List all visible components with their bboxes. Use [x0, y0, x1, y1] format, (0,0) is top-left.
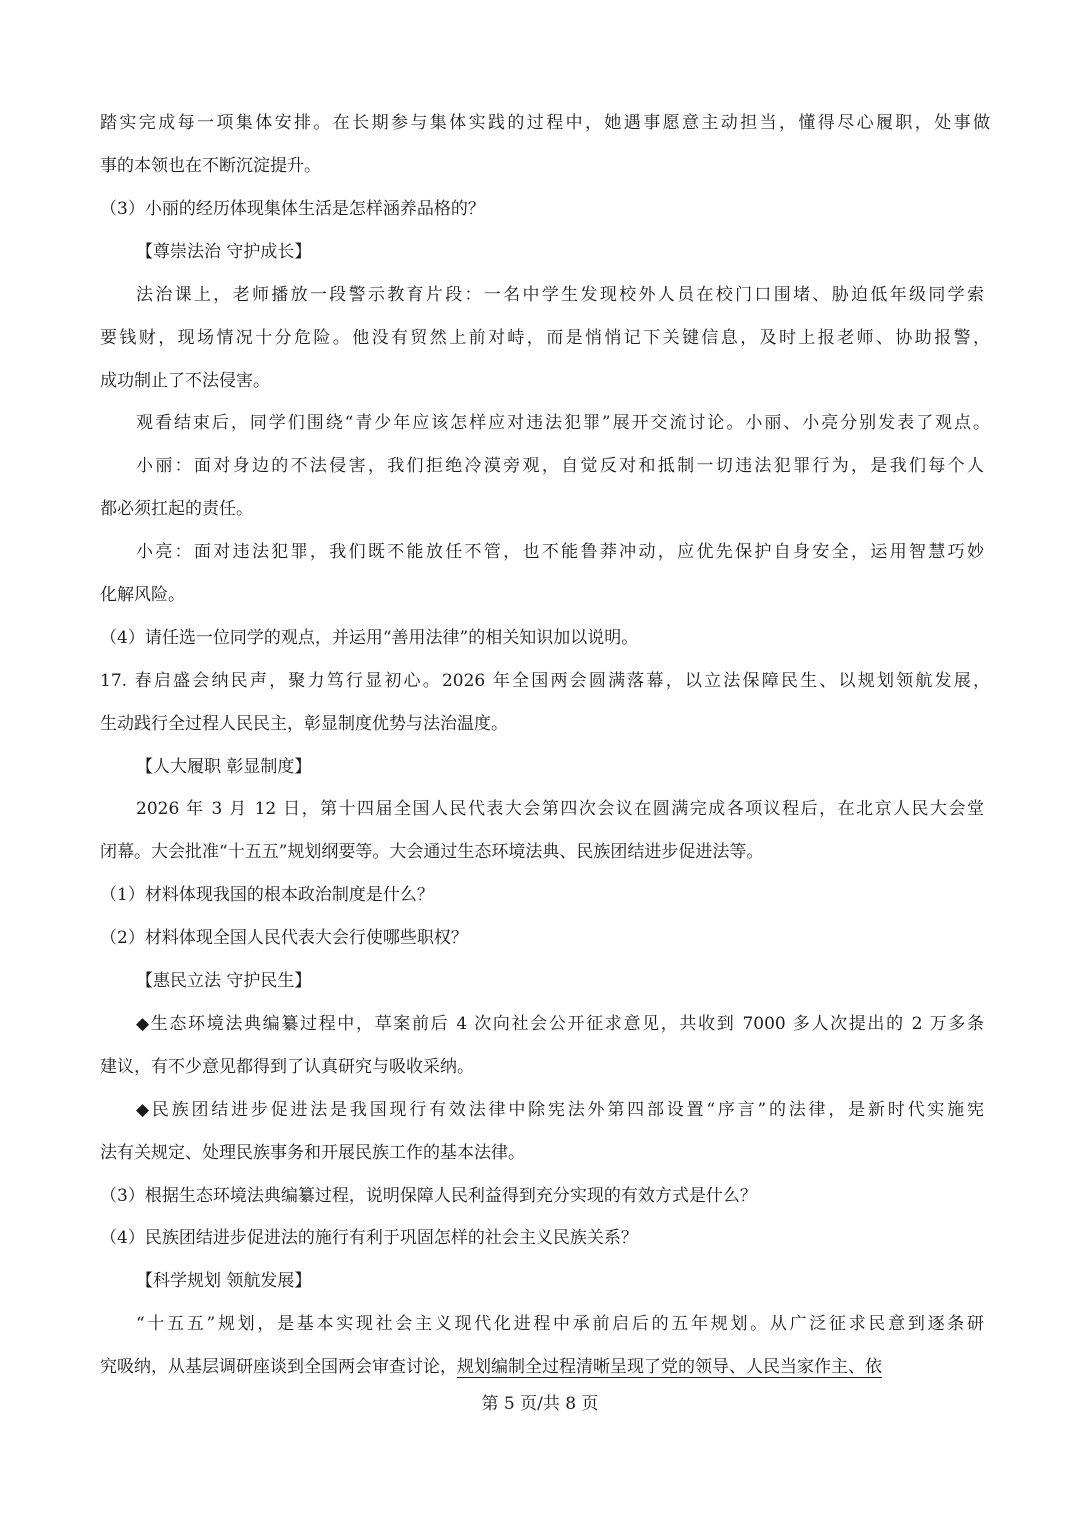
paragraph-line: 闭幕。大会批准“十五五”规划纲要等。大会通过生态环境法典、民族团结进步促进法等。: [100, 842, 764, 862]
paragraph-line: 小丽：面对身边的不法侵害，我们拒绝冷漠旁观，自觉反对和抵制一切违法犯罪行为，是我们每个人: [136, 456, 984, 476]
question-1: （1）材料体现我国的根本政治制度是什么？: [100, 885, 434, 905]
paragraph-line: 观看结束后，同学们围绕“青少年应该怎样应对违法犯罪”展开交流讨论。小丽、小亮分别发表了观点。: [136, 413, 990, 433]
paragraph-line: 踏实完成每一项集体安排。在长期参与集体实践的过程中，她遇事愿意主动担当，懂得尽心履职，处事做: [100, 113, 990, 133]
underlined-text: 规划编制全过程清晰呈现了党的领导、人民当家作主、依: [457, 1357, 882, 1377]
paragraph-line: 都必须扛起的责任。: [100, 499, 253, 519]
paragraph-line: 要钱财，现场情况十分危险。他没有贸然上前对峙，而是悄悄记下关键信息，及时上报老师、协助报警，: [100, 328, 990, 348]
question-17-intro: 17. 春启盛会纳民声，聚力笃行显初心。2026 年全国两会圆满落幕，以立法保障民生、以规划领航发展，: [100, 671, 990, 691]
question-4: （4）民族团结进步促进法的施行有利于巩固怎样的社会主义民族关系？: [100, 1228, 638, 1248]
paragraph-line: 法治课上，老师播放一段警示教育片段：一名中学生发现校外人员在校门口围堵、胁迫低年级同学索: [136, 285, 984, 305]
paragraph-line: [100, 1355, 990, 1379]
paragraph-line: 成功制止了不法侵害。: [100, 371, 270, 391]
question-3: （3）根据生态环境法典编纂过程，说明保障人民利益得到充分实现的有效方式是什么？: [100, 1186, 757, 1206]
page-number: 第 5 页/共 8 页: [481, 1394, 599, 1414]
paragraph-line: ◆生态环境法典编纂过程中，草案前后 4 次向社会公开征求意见，共收到 7000 多人次提出的 2 万多条: [136, 1014, 984, 1034]
paragraph-line: 建议，有不少意见都得到了认真研究与吸收采纳。: [100, 1057, 474, 1077]
question-4: （4）请任选一位同学的观点，并运用“善用法律”的相关知识加以说明。: [100, 628, 639, 648]
paragraph-line: 化解风险。: [100, 585, 185, 605]
paragraph-line: 法有关规定、处理民族事务和开展民族工作的基本法律。: [100, 1143, 525, 1163]
paragraph-line: 事的本领也在不断沉淀提升。: [100, 156, 321, 176]
question-3: （3）小丽的经历体现集体生活是怎样涵养品格的？: [100, 199, 485, 219]
paragraph-text: 究吸纳，从基层调研座谈到全国两会审查讨论，: [100, 1357, 457, 1377]
paragraph-line: “十五五”规划，是基本实现社会主义现代化进程中承前启后的五年规划。从广泛征求民意到逐条研: [136, 1314, 984, 1334]
section-heading: 【科学规划 领航发展】: [136, 1271, 312, 1291]
paragraph-line: 生动践行全过程人民民主，彰显制度优势与法治温度。: [100, 714, 508, 734]
paragraph-line: ◆民族团结进步促进法是我国现行有效法律中除宪法外第四部设置“序言”的法律，是新时代实施宪: [136, 1100, 984, 1120]
question-2: （2）材料体现全国人民代表大会行使哪些职权？: [100, 928, 468, 948]
section-heading: 【人大履职 彰显制度】: [136, 757, 312, 777]
section-heading: 【尊崇法治 守护成长】: [136, 242, 312, 262]
paragraph-line: 2026 年 3 月 12 日，第十四届全国人民代表大会第四次会议在圆满完成各项议程后，在北京人民大会堂: [136, 799, 984, 819]
section-heading: 【惠民立法 守护民生】: [136, 971, 312, 991]
paragraph-line: 小亮：面对违法犯罪，我们既不能放任不管，也不能鲁莽冲动，应优先保护自身安全，运用智慧巧妙: [136, 542, 984, 562]
